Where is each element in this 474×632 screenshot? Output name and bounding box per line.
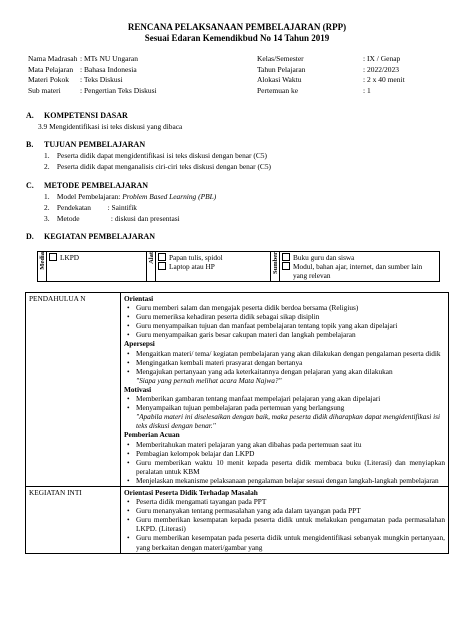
info-label: Pertemuan ke — [257, 85, 299, 95]
info-value: : Teks Diskusi — [80, 75, 123, 84]
checkbox-icon — [49, 253, 57, 261]
alat-item: Papan tulis, spidol — [169, 253, 223, 262]
apersepsi-title: Apersepsi — [124, 339, 155, 349]
media-label: Media — [38, 252, 46, 270]
section-number: A. — [26, 111, 34, 120]
section-title: KEGIATAN PEMBELAJARAN — [44, 232, 156, 241]
acuan-list — [124, 440, 445, 485]
info-label: Materi Pokok — [28, 75, 70, 84]
motivasi-list — [124, 394, 445, 412]
tujuan-item: 2. Peserta didik dapat menganalisis ciri-ciri teks diskusi dengan benar (C5) — [44, 162, 271, 171]
document-subtitle: Sesuai Edaran Kemendikbud No 14 Tahun 2019 — [144, 33, 330, 43]
checkbox-icon — [282, 253, 290, 261]
model-line — [44, 192, 216, 201]
info-label: Alokasi Waktu — [257, 75, 302, 84]
info-value: : 2022/2023 — [363, 64, 400, 74]
info-value: : Bahasa Indonesia — [80, 64, 137, 74]
section-d-heading — [26, 232, 155, 241]
sumber-item: Buku guru dan siswa — [293, 253, 355, 262]
info-label: Kelas/Semester — [257, 54, 304, 63]
motivasi-quote: "Apabila materi ini diselesaikan dengan baik, maka peserta didik diharapkan dapat mengidentifikasi isi teks diskusi dengan benar." — [136, 412, 441, 431]
sumber-label-cell — [271, 252, 280, 282]
media-table — [37, 251, 440, 282]
alat-label-cell — [147, 252, 156, 282]
model-label: 1. Model Pembelajaran: — [44, 192, 121, 201]
info-right — [257, 54, 457, 96]
pendahuluan-content — [121, 293, 449, 487]
checkbox-icon — [158, 262, 166, 270]
tujuan-item: 1. Peserta didik dapat mengidentifikasi isi teks diskusi dengan benar (C5) — [44, 151, 267, 160]
inti-label: KEGIATAN INTI — [26, 486, 121, 553]
inti-content — [121, 486, 449, 553]
list-item: • Guru memberikan kesempatan kepada peserta didik untuk melakukan pengamatan pada permasalahan LKPD. (Literasi) — [136, 515, 445, 533]
list-item: • Mengingatkan kembali materi prasyarat dengan bertanya — [136, 358, 445, 367]
list-item: • Guru memberikan kesempatan pada peserta didik untuk mengidentifikasi sebanyak mungkin pertanyaan, yang berkaitan dengan materi/gambar yang — [136, 533, 445, 551]
media-item: LKPD — [60, 253, 80, 262]
info-label: Tahun Pelajaran — [257, 64, 306, 74]
section-number: B. — [26, 140, 34, 149]
apersepsi-list — [124, 349, 445, 376]
media-items-cell — [47, 252, 147, 282]
list-item: • Guru menanyakan tentang permasalahan yang ada dalam tayangan pada PPT — [136, 506, 445, 515]
document-title: RENCANA PELAKSANAAN PEMBELAJARAN (RPP) — [127, 22, 347, 32]
sumber-label: Sumber — [271, 252, 279, 275]
section-number: C. — [26, 181, 34, 190]
metode-line: 3. Metode : diskusi dan presentasi — [44, 214, 180, 223]
alat-label: Alat — [147, 252, 155, 264]
info-value: : IX / Genap — [363, 54, 401, 63]
orientasi-list — [124, 303, 445, 339]
list-item: • Menjelaskan mekanisme pelaksanaan pengalaman belajar sesuai dengan langkah-langkah pembelajaran — [136, 476, 445, 485]
info-label: Sub materi — [28, 85, 61, 95]
kompetensi-line: 3.9 Mengidentifikasi isi teks diskusi yang dibaca — [38, 122, 183, 131]
list-item: • Menyampaikan tujuan pembelajaran pada pertemuan yang berlangsung — [136, 403, 445, 412]
section-c-heading — [26, 181, 148, 190]
section-number: D. — [26, 232, 34, 241]
section-title: KOMPETENSI DASAR — [44, 111, 128, 120]
list-item: • Memberitahukan materi pelajaran yang akan dibahas pada pertemuan saat itu — [136, 440, 445, 449]
sumber-items-cell — [280, 252, 440, 282]
orientasi-title: Orientasi — [124, 294, 154, 303]
list-item: • Guru memberi salam dan mengajak peserta didik berdoa bersama (Religius) — [136, 303, 445, 312]
list-item: • Guru menyampaikan tujuan dan manfaat pembelajaran tentang topik yang akan dipelajari — [136, 321, 445, 330]
section-title: TUJUAN PEMBELAJARAN — [44, 140, 146, 149]
list-item: • Peserta didik mengamati tayangan pada PPT — [136, 497, 445, 506]
inti-list — [124, 497, 445, 552]
list-item: • Pembagian kelompok belajar dan LKPD — [136, 449, 445, 458]
sumber-item: Modul, bahan ajar, internet, dan sumber lain yang relevan — [293, 262, 423, 280]
info-value: : 2 x 40 menit — [363, 75, 405, 84]
info-label: Mata Pelajaran — [28, 64, 74, 74]
info-left — [28, 54, 238, 96]
apersepsi-quote: "Siapa yang pernah melihat acara Mata Najwa?" — [136, 375, 282, 385]
list-item: • Mengajukan pertanyaan yang ada keterkaitannya dengan pelajaran yang akan dilakukan — [136, 367, 445, 376]
info-value: : Pengertian Teks Diskusi — [80, 85, 157, 95]
info-value: : MTs NU Ungaran — [80, 54, 139, 63]
list-item: • Guru memeriksa kehadiran peserta didik sebagai sikap disiplin — [136, 312, 445, 321]
pendahuluan-label: PENDAHULUA N — [26, 293, 121, 487]
section-title: METODE PEMBELAJARAN — [44, 181, 149, 190]
alat-items-cell — [156, 252, 271, 282]
list-item: • Guru memberikan waktu 10 menit kepada peserta didik membaca buku (Literasi) dan menyiapkan peralatan untuk KBM — [136, 458, 445, 476]
list-item: • Mengaitkan materi/ tema/ kegiatan pembelajaran yang akan dilakukan dengan pengalaman peserta didik — [136, 349, 445, 358]
list-item: • Guru menyampaikan garis besar cakupan materi dan langkah pembelajaran — [136, 330, 445, 339]
list-item: • Memberikan gambaran tentang manfaat mempelajari pelajaran yang akan dipelajari — [136, 394, 445, 403]
pendekatan-line: 2. Pendekatan : Saintifik — [44, 203, 137, 212]
checkbox-icon — [158, 253, 166, 261]
inti-title: Orientasi Peserta Didik Terhadap Masalah — [124, 487, 258, 497]
alat-item: Laptop atau HP — [169, 262, 215, 271]
section-a-heading — [26, 111, 128, 120]
media-label-cell — [38, 252, 47, 282]
kegiatan-table — [25, 292, 449, 554]
acuan-title: Pemberian Acuan — [124, 430, 180, 440]
section-b-heading — [26, 140, 145, 149]
model-value: Problem Based Learning (PBL) — [122, 192, 217, 201]
checkbox-icon — [282, 262, 290, 270]
info-value: : 1 — [363, 85, 371, 95]
info-label: Nama Madrasah — [28, 54, 78, 63]
motivasi-title: Motivasi — [124, 384, 152, 394]
